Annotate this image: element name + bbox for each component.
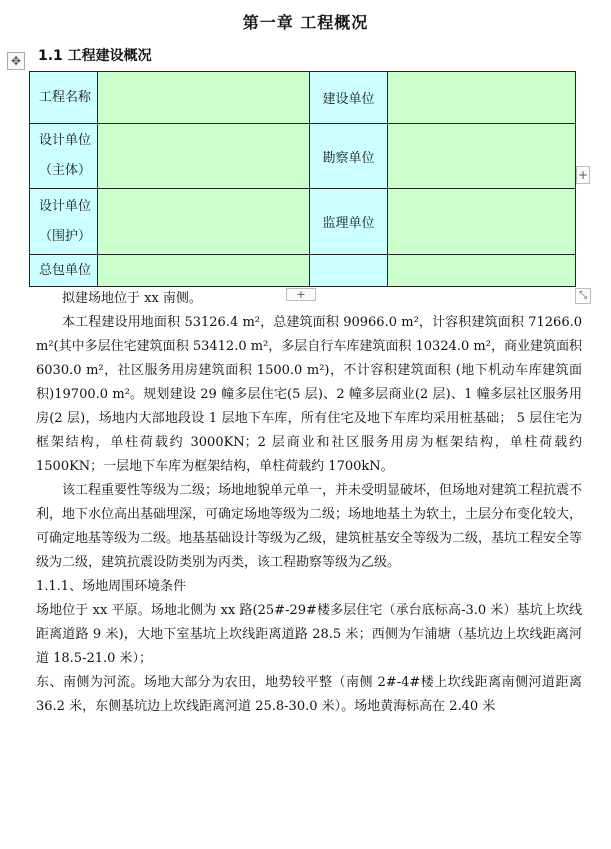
move-icon[interactable]: ✥	[7, 52, 25, 70]
label-design-unit-main: 设计单位 （主体）	[30, 124, 98, 189]
paragraph-grade: 该工程重要性等级为二级；场地地貌单元单一，并未受明显破坏，但场地对建筑工程抗震不利，地下水位高出基础埋深，可确定场地等级为二级；场地地基土为软土，土层分布变化较大，可确定地基等级为二级。地基基础设计等级为乙级，建筑桩基安全等级为二级，基坑工程安全等级为二级，建筑抗震设防类别为丙类，该工程勘察等级为乙级。	[36, 483, 583, 570]
value-cell[interactable]	[98, 255, 310, 287]
chapter-title: 第一章 工程概况	[242, 13, 369, 32]
value-cell[interactable]	[388, 124, 576, 189]
label-project-name: 工程名称	[30, 72, 98, 124]
label-general-contractor: 总包单位	[30, 255, 98, 287]
empty-label-cell	[310, 255, 388, 287]
subsection-heading: 1.1.1、场地周围环境条件	[36, 579, 187, 594]
section-heading: 1.1 工程建设概况	[38, 48, 152, 64]
table-row	[30, 189, 576, 255]
value-cell[interactable]	[98, 189, 310, 255]
label-survey-unit: 勘察单位	[310, 124, 388, 189]
resize-icon[interactable]: ⤡	[575, 288, 591, 304]
table-row	[30, 72, 576, 124]
paragraph-environment-east: 东、南侧为河流。场地大部分为农田，地势较平整（南侧 2#-4#楼上坎线距离南侧河道距离 36.2 米，东侧基坑边上坎线距离河道 25.8-30.0 米）。场地黄海标高在 2.40 米	[36, 675, 582, 714]
body-text	[36, 287, 582, 719]
project-info-table	[29, 71, 576, 287]
paragraph-location: 拟建场地位于 xx 南侧。	[62, 291, 202, 306]
label-supervision-unit: 监理单位	[310, 189, 388, 255]
value-cell[interactable]	[388, 72, 576, 124]
value-cell[interactable]	[98, 124, 310, 189]
table-row	[30, 255, 576, 287]
add-column-icon[interactable]: +	[577, 168, 589, 182]
paragraph-area: 本工程建设用地面积 53126.4 m²，总建筑面积 90966.0 m²，计容积建筑面积 71266.0 m²(其中多层住宅建筑面积 53412.0 m²，多层自行车库建筑面积 10324.0 m²，商业建筑面积 6030.0 m²，社区服务用房建筑面积 1500.0 m²)，不计容积建筑面积 (地下机动车库建筑面积)19700.0 m²。规划建设 29 幢多层住宅(5 层)、2 幢多层商业(2 层)、1 幢多层社区服务用房(2 层)，场地内大部地段设 1 层地下车库，所有住宅及地下车库均采用桩基础； 5 层住宅为框架结构，单柱荷载约 3000KN；2 层商业和社区服务用房为框架结构，单柱荷载约 1500KN；一层地下车库为框架结构，单柱荷载约 1700kN。	[36, 315, 582, 474]
value-cell[interactable]	[98, 72, 310, 124]
label-construction-unit: 建设单位	[310, 72, 388, 124]
label-design-unit-enclosure: 设计单位 （围护）	[30, 189, 98, 255]
value-cell[interactable]	[388, 189, 576, 255]
add-row-icon[interactable]: +	[286, 288, 316, 301]
paragraph-environment-north: 场地位于 xx 平原。场地北侧为 xx 路(25#-29#楼多层住宅（承台底标高-3.0 米）基坑上坎线距离道路 9 米)，大地下室基坑上坎线距离道路 28.5 米；西侧为乍浦塘（基坑边上坎线距离河道 18.5-21.0 米）；	[36, 603, 582, 666]
value-cell[interactable]	[388, 255, 576, 287]
table-row	[30, 124, 576, 189]
